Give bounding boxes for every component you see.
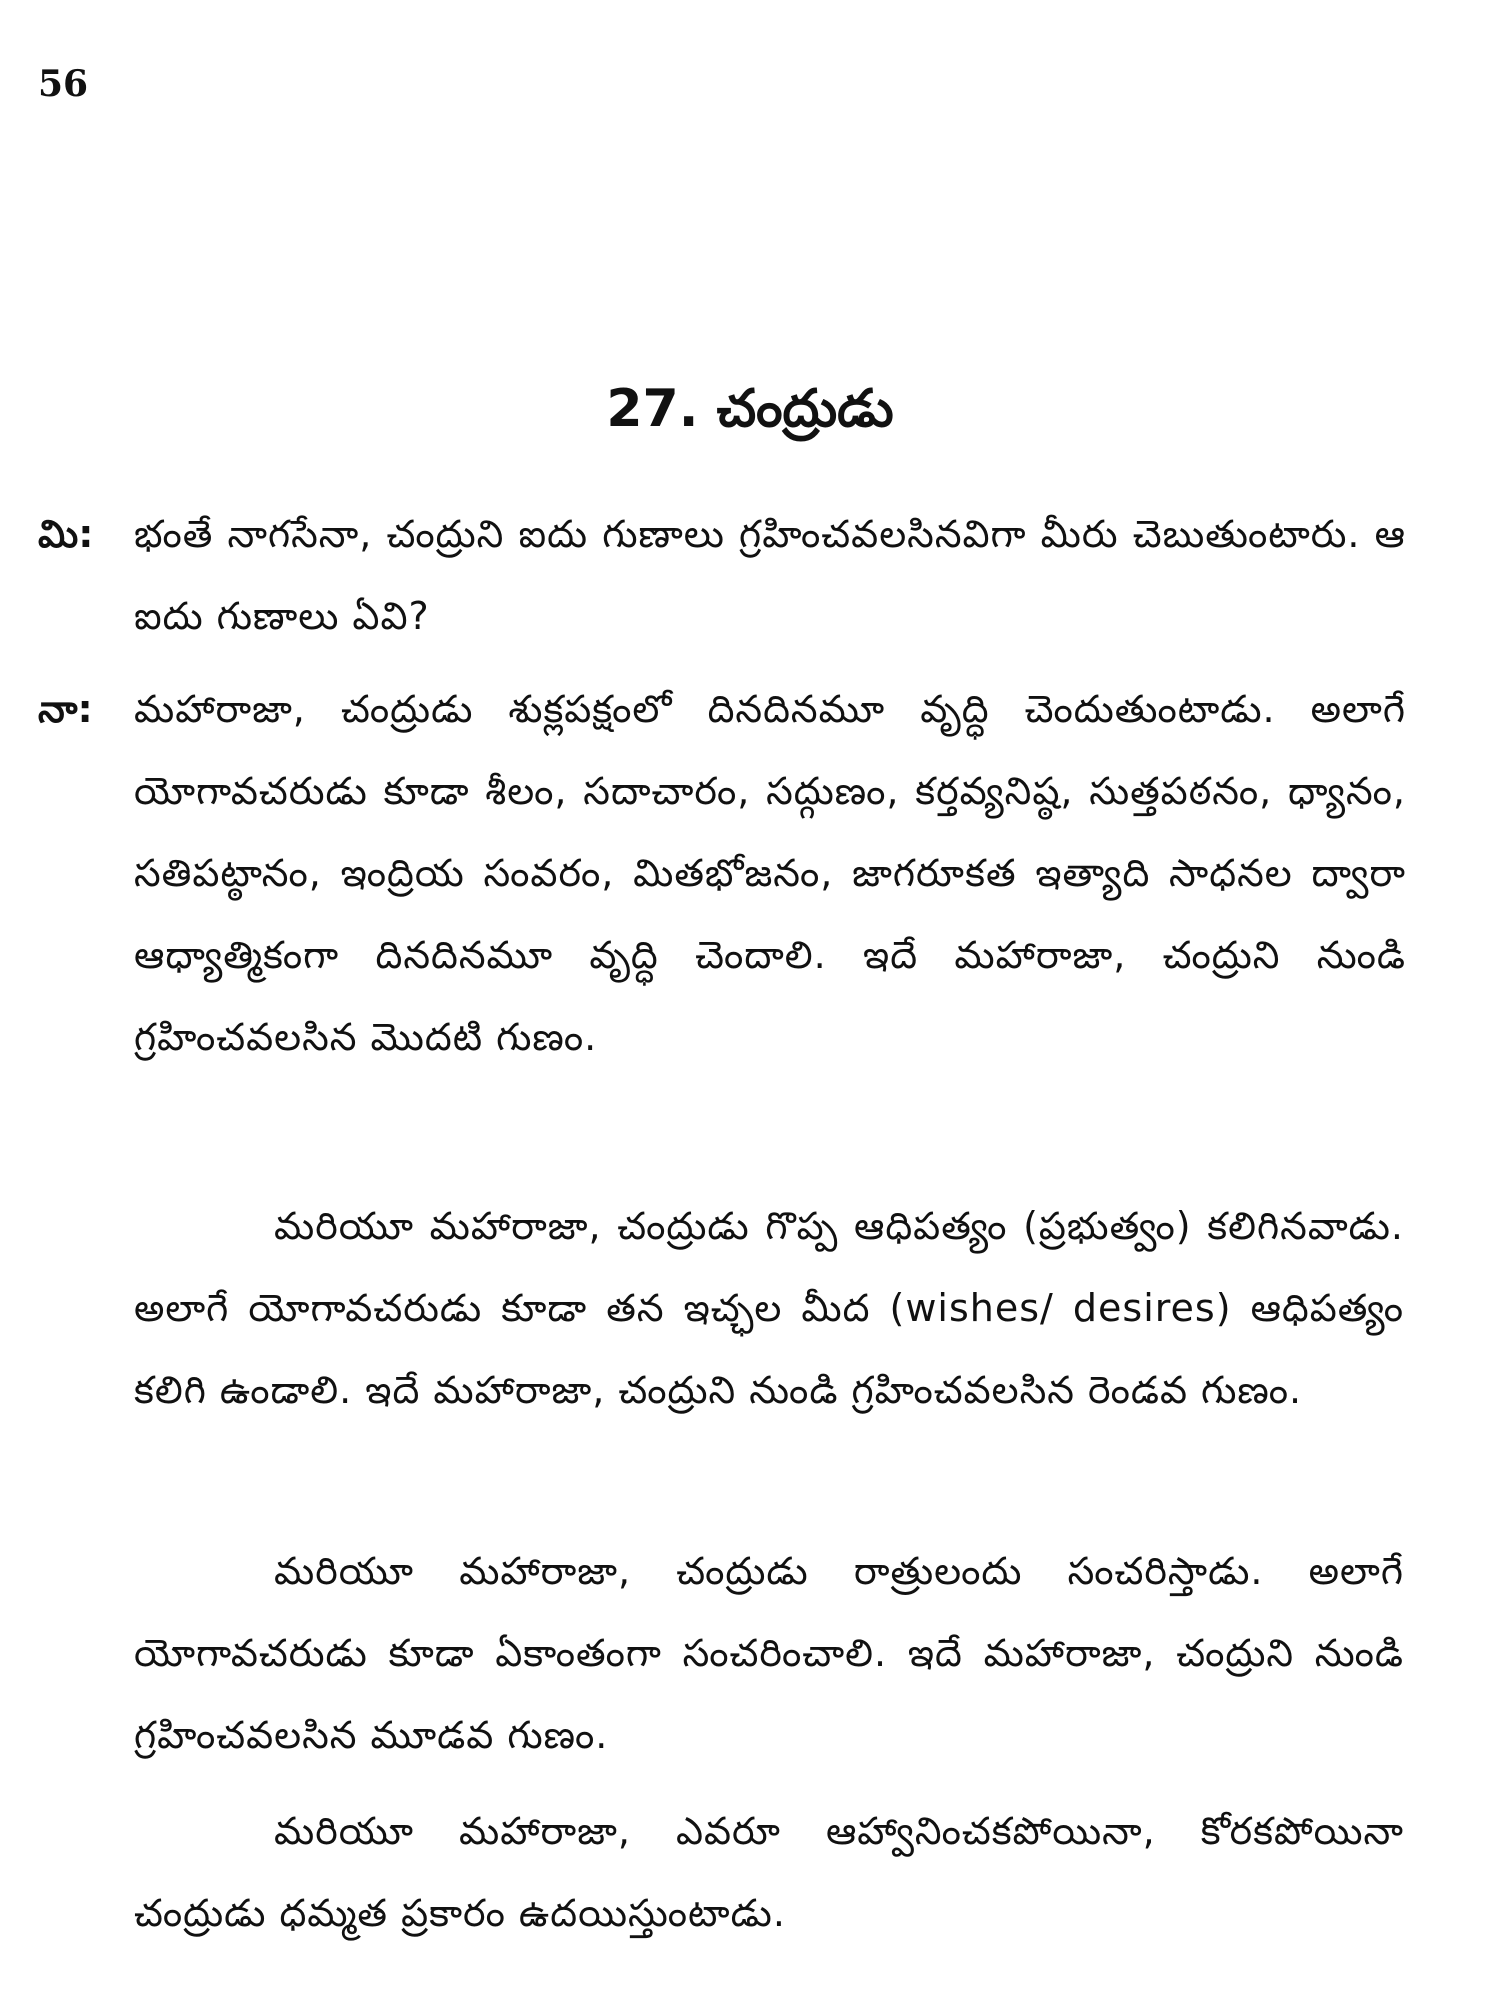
speaker-label-naa: నా: xyxy=(38,687,93,731)
page-number: 56 xyxy=(38,63,89,105)
question-text: భంతే నాగసేనా, చంద్రుని ఐదు గుణాలు గ్రహించవలసినవిగా మీరు చెబుతుంటారు. ఆ ఐదు గుణాలు ఏవి? xyxy=(134,512,1406,638)
paragraph-second-quality: మరియూ మహారాజా, చంద్రుడు గొప్ప ఆధిపత్యం (ప్రభుత్వం) కలిగినవాడు. అలాగే యోగావచరుడు కూడా తన ఇచ్ఛల మీద (wishes/ desires) ఆధిపత్యం కలిగి ఉండాలి. ఇదే మహారాజా, చంద్రుని నుండి గ్రహించవలసిన రెండవ గుణం. xyxy=(134,1204,1404,1412)
paragraph-third-quality: మరియూ మహారాజా, చంద్రుడు రాత్రులందు సంచరిస్తాడు. అలాగే యోగావచరుడు కూడా ఏకాంతంగా సంచరించాలి. ఇదే మహారాజా, చంద్రుని నుండి గ్రహించవలసిన మూడవ గుణం. xyxy=(134,1549,1404,1757)
dialogue-question xyxy=(38,493,1406,657)
dialogue-answer xyxy=(38,668,1406,1078)
answer-text: మహారాజా, చంద్రుడు శుక్లపక్షంలో దినదినమూ వృద్ధి చెందుతుంటాడు. అలాగే యోగావచరుడు కూడా శీలం, సదాచారం, సద్గుణం, కర్తవ్యనిష్ఠ, సుత్తపఠనం, ధ్యానం, సతిపట్ఠానం, ఇంద్రియ సంవరం, మితభోజనం, జాగరూకత ఇత్యాది సాధనల ద్వారా ఆధ్యాత్మికంగా దినదినమూ వృద్ధి చెందాలి. ఇదే మహారాజా, చంద్రుని నుండి గ్రహించవలసిన మొదటి గుణం. xyxy=(134,687,1406,1059)
chapter-title: 27. చంద్రుడు xyxy=(606,379,894,439)
speaker-label-mi: మి: xyxy=(38,512,94,556)
paragraph-fourth-quality: మరియూ మహారాజా, ఎవరూ ఆహ్వానించకపోయినా, కోరకపోయినా చంద్రుడు ధమ్మత ప్రకారం ఉదయిస్తుంటాడు. xyxy=(134,1809,1404,1935)
